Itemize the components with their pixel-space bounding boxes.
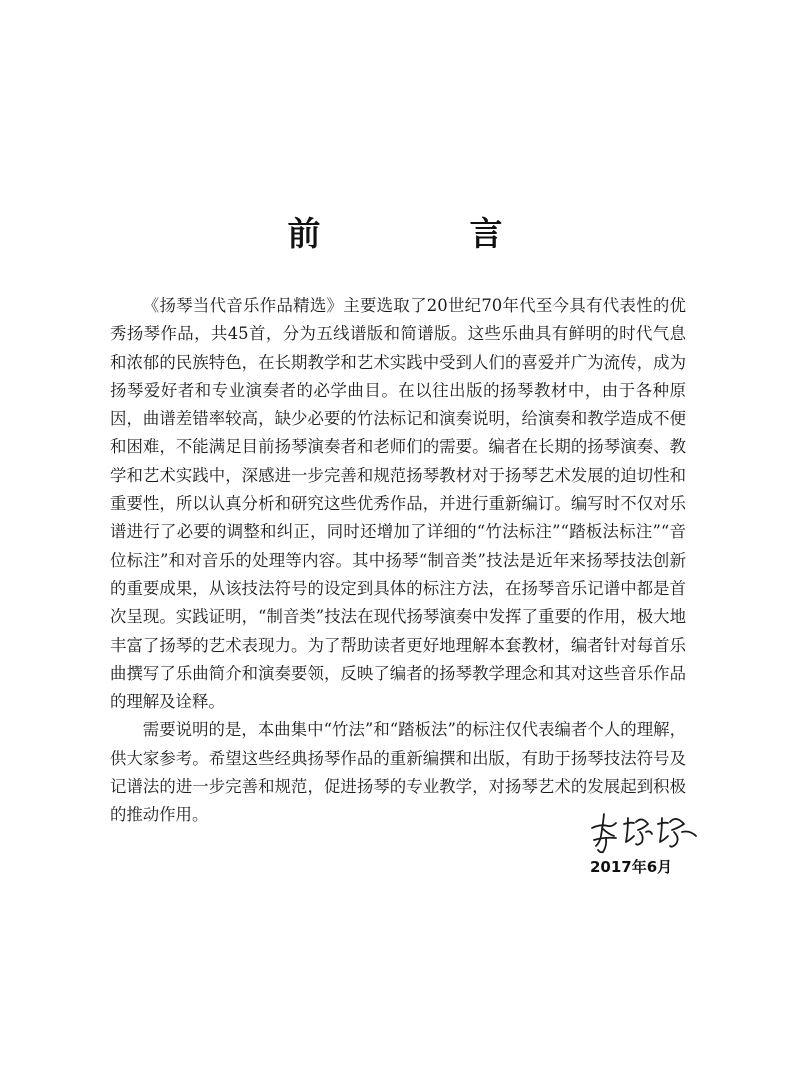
handwritten-signature (586, 806, 706, 856)
date: 2017年6月 (590, 858, 673, 876)
paragraph-1: 《扬琴当代音乐作品精选》主要选取了20世纪70年代至今具有代表性的优秀扬琴作品，共45首，分为五线谱版和简谱版。这些乐曲具有鲜明的时代气息和浓郁的民族特色，在长期教学和艺术实践中受到人们的喜爱并广为流传，成为扬琴爱好者和专业演奏者的必学曲目。在以往出版的扬琴教材中，由于各种原因，曲谱差错率较高，缺少必要的竹法标记和演奏说明，给演奏和教学造成不便和困难，不能满足目前扬琴演奏者和老师们的需要。编者在长期的扬琴演奏、教学和艺术实践中，深感进一步完善和规范扬琴教材对于扬琴艺术发展的迫切性和重要性，所以认真分析和研究这些优秀作品，并进行重新编订。编写时不仅对乐谱进行了必要的调整和纠正，同时还增加了详细的“竹法标注”“踏板法标注”“音位标注”和对音乐的处理等内容。其中扬琴“制音类”技法是近年来扬琴技法创新的重要成果，从该技法符号的设定到具体的标注方法，在扬琴音乐记谱中都是首次呈现。实践证明，“制音类”技法在现代扬琴演奏中发挥了重要的作用，极大地丰富了扬琴的艺术表现力。为了帮助读者更好地理解本套教材，编者针对每首乐曲撰写了乐曲简介和演奏要领，反映了编者的扬琴教学理念和其对这些音乐作品的理解及诠释。 (110, 296, 686, 712)
preface-body (110, 292, 686, 830)
page-title: 前 言 (287, 214, 561, 254)
paragraph-2: 需要说明的是，本曲集中“竹法”和“踏板法”的标注仅代表编者个人的理解，供大家参考。希望这些经典扬琴作品的重新编撰和出版，有助于扬琴技法符号及记谱法的进一步完善和规范，促进扬琴的专业教学，对扬琴艺术的发展起到积极的推动作用。 (110, 720, 686, 825)
